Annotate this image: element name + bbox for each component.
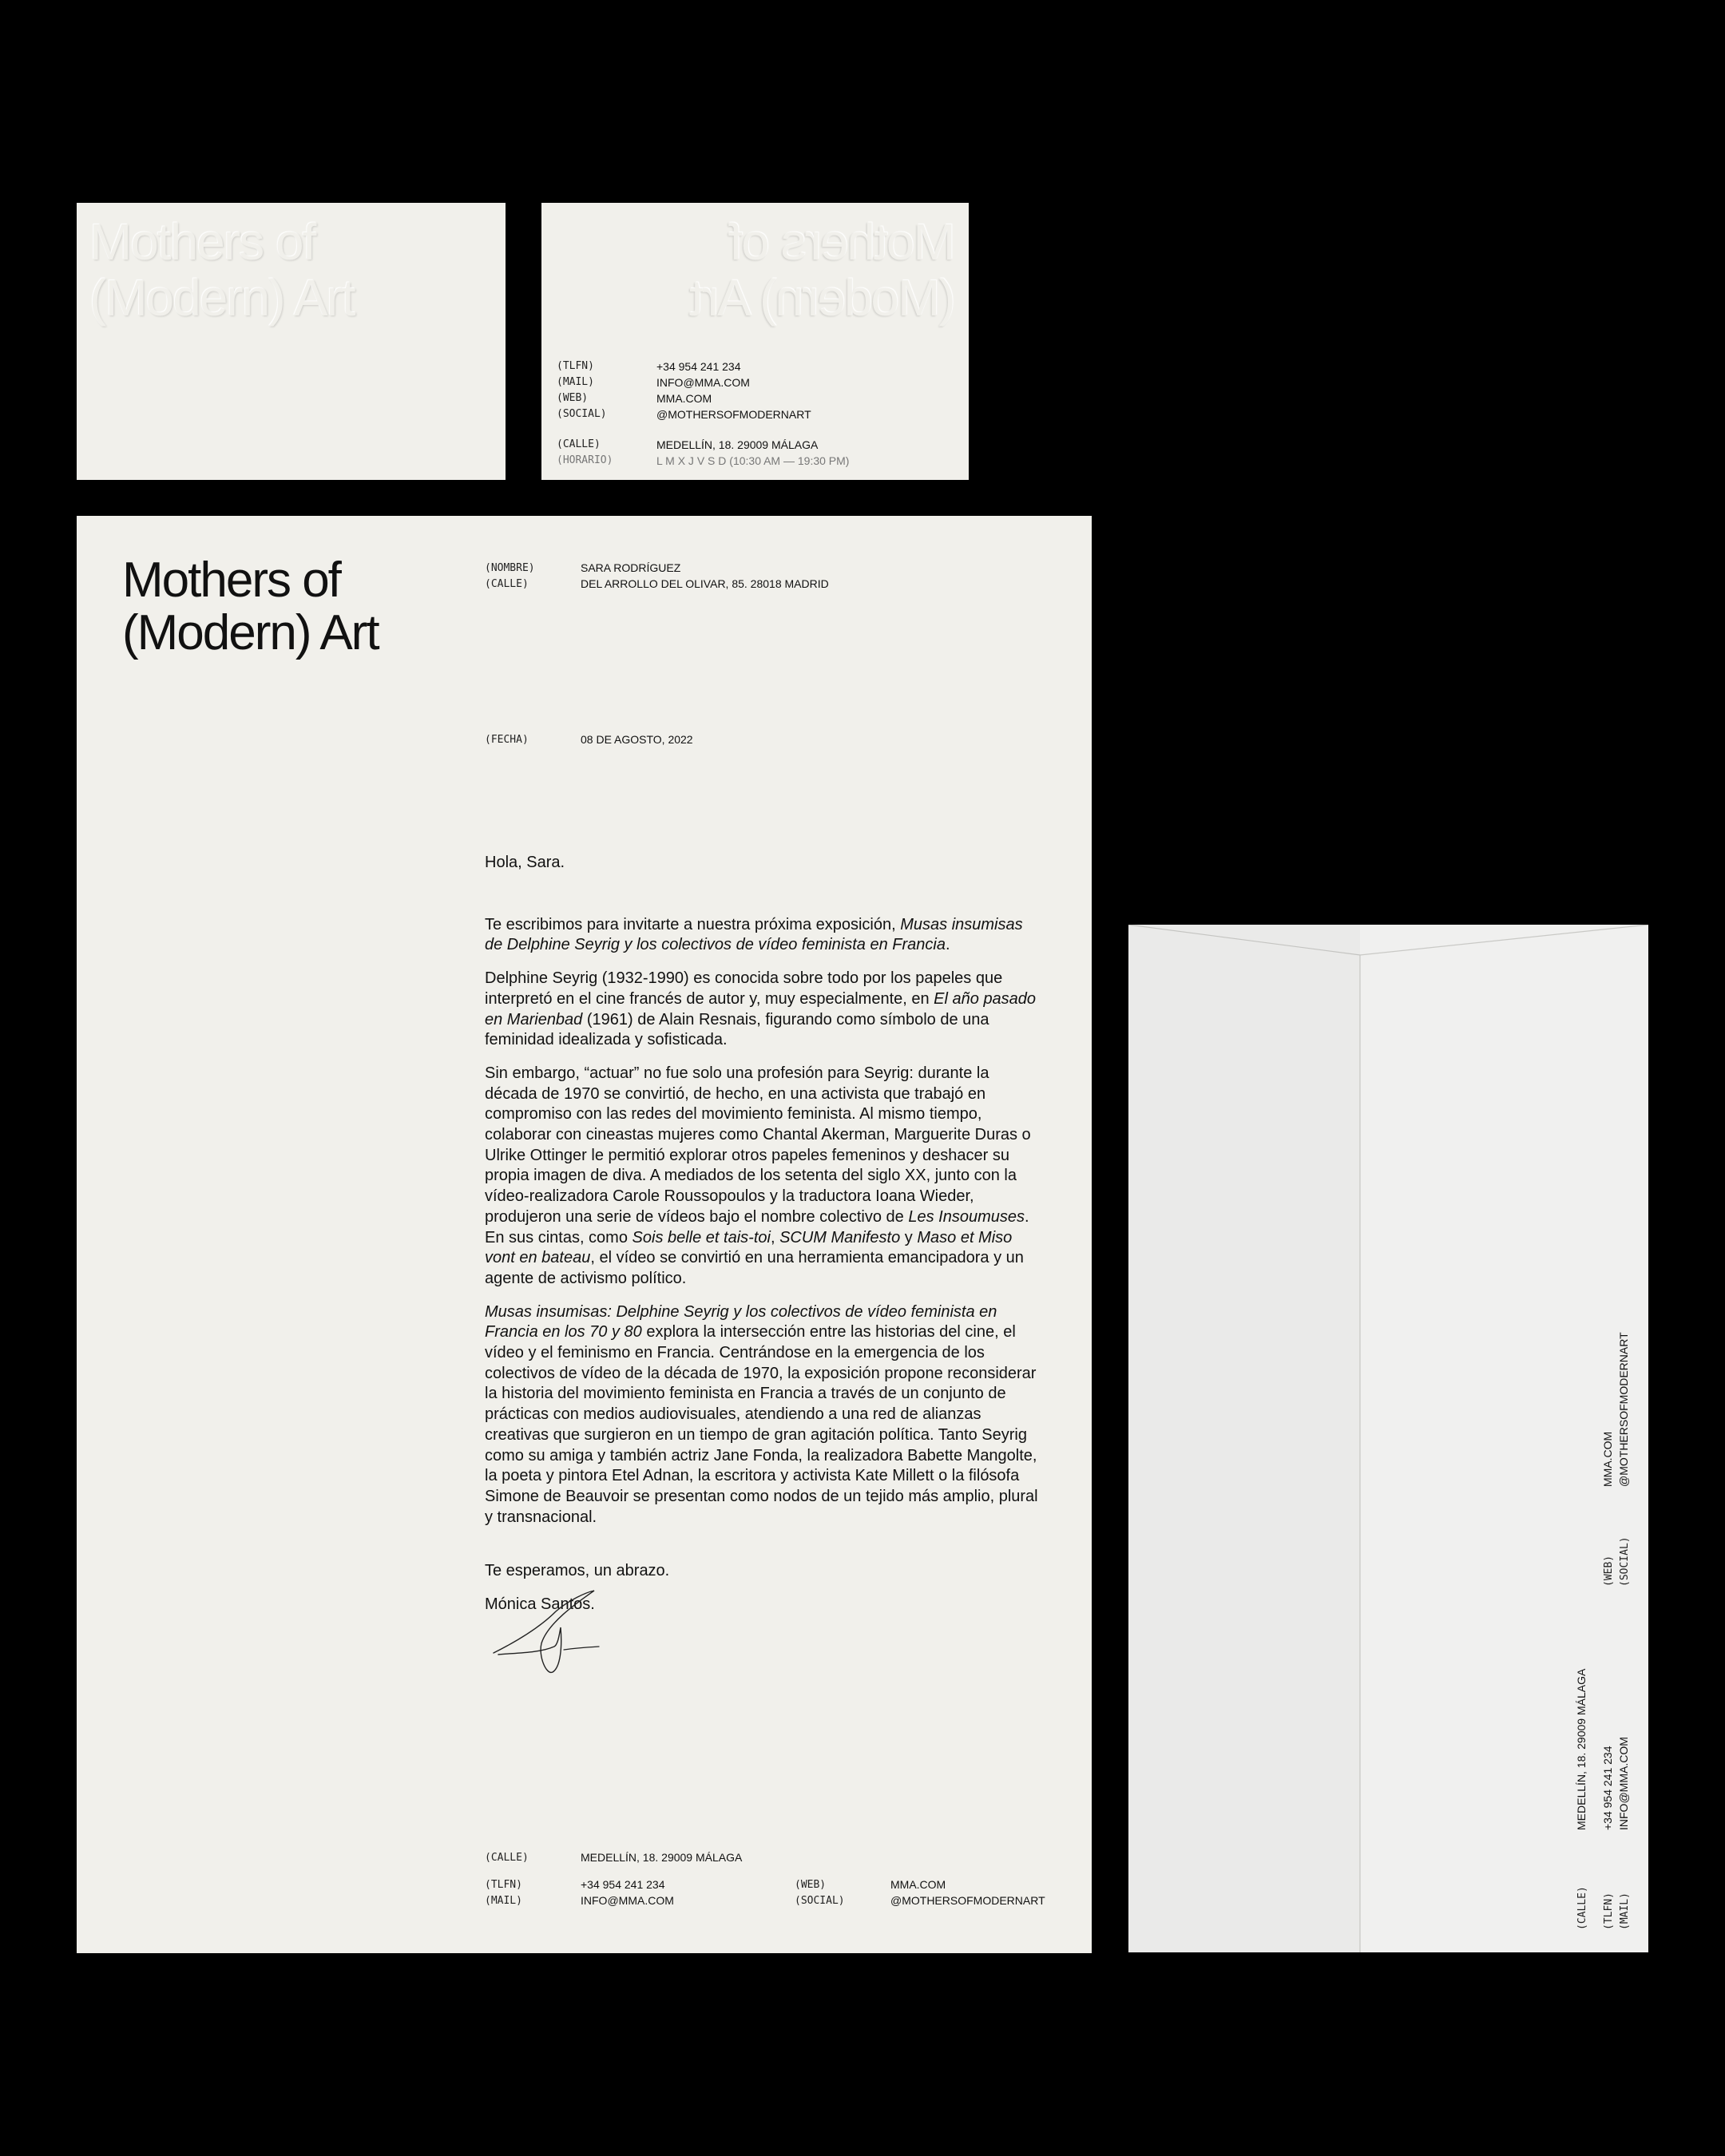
logo-line-1: Mothers of <box>89 213 315 271</box>
recipient-address: DEL ARROLLO DEL OLIVAR, 85. 28018 MADRID <box>581 577 829 590</box>
envelope-address-block <box>1573 1668 1591 1930</box>
envelope-social: @MOTHERSOFMODERNART <box>1617 1332 1630 1487</box>
envelope-web: MMA.COM <box>1601 1431 1614 1487</box>
envelope-mail-label: (MAIL) <box>1619 1892 1631 1930</box>
footer-social-label: (SOCIAL) <box>795 1895 845 1907</box>
letter-logo <box>122 554 379 660</box>
closing: Te esperamos, un abrazo. <box>485 1562 670 1580</box>
paragraph-2: Delphine Seyrig (1932-1990) es conocida sobre todo por los papeles que interpretó en el cine francés de autor y, muy especialmente, en El año pasado en Marienbad (1961) de Alain Resnais, figurando como símbolo de una feminidad idealizada y sofisticada. <box>485 969 1037 1049</box>
footer-web: MMA.COM <box>890 1878 946 1891</box>
logo-line-2: (Modern) Art <box>89 269 355 327</box>
recipient-name: SARA RODRÍGUEZ <box>581 561 681 574</box>
signature-icon <box>492 1589 604 1677</box>
footer-address-label: (CALLE) <box>485 1852 529 1864</box>
envelope-tlfn-label: (TLFN) <box>1603 1892 1615 1930</box>
logo-line-2: (Modern) Art <box>691 269 956 327</box>
footer-mail: INFO@MMA.COM <box>581 1894 674 1907</box>
envelope <box>1128 925 1648 1952</box>
recipient-address-label: (CALLE) <box>485 578 529 590</box>
greeting: Hola, Sara. <box>485 854 565 871</box>
envelope-web-label: (WEB) <box>1603 1555 1615 1587</box>
paragraph-3: Sin embargo, “actuar” no fue solo una profesión para Seyrig: durante la década de 1970 se convirtió, de hecho, en una activista que trabajó en compromiso con las redes del movimiento feminista. Al mismo tiempo, colaborar con cineastas mujeres como Chantal Akerman, Marguerite Duras o Ulrike Ottinger le permitió explorar otros papeles femeninos y deshacer su propia imagen de diva. A mediados de los setenta del siglo XX, junto con la vídeo-realizadora Carole Roussopoulos y la traductora Ioana Wieder, produjeron una serie de vídeos bajo el nombre colectivo de Les Insoumuses. En sus cintas, como Sois belle et tais-toi, SCUM Manifesto y Maso et Miso vont en bateau, el vídeo se convirtió en una herramienta emancipadora y un agente de activismo político. <box>485 1064 1031 1287</box>
recipient-name-label: (NOMBRE) <box>485 562 535 574</box>
envelope-mail: INFO@MMA.COM <box>1617 1737 1630 1830</box>
footer-social: @MOTHERSOFMODERNART <box>890 1894 1045 1907</box>
footer-address: MEDELLÍN, 18. 29009 MÁLAGA <box>581 1851 743 1864</box>
embossed-logo-mirrored <box>691 214 956 326</box>
envelope-online-block <box>1600 1332 1632 1587</box>
envelope-tlfn: +34 954 241 234 <box>1601 1746 1614 1830</box>
envelope-calle-label: (CALLE) <box>1576 1886 1588 1930</box>
letterhead <box>77 516 1092 1953</box>
envelope-contact-block <box>1600 1737 1632 1930</box>
date-label: (FECHA) <box>485 734 529 746</box>
business-card-front <box>77 203 506 480</box>
paragraph-4: Musas insumisas: Delphine Seyrig y los colectivos de vídeo feminista en Francia en los 70 y 80 explora la intersección entre las historias del cine, el vídeo y el feminismo en Francia. Centrándose en la emergencia de los colectivos de vídeo de la década de 1970, la exposición propone reconsiderar la historia del movimiento feminista en Francia a través de un conjunto de prácticas con medios audiovisuales, atendiendo a una red de alianzas creativas que surgieron en un tiempo de gran agitación política. Tanto Seyrig como su amiga y también actriz Jane Fonda, la realizadora Babette Mangolte, la poeta y pintora Etel Adnan, la escritora y activista Kate Millett o la filósofa Simone de Beauvoir se presentan como nodos de un tejido más amplio, plural y transnacional. <box>485 1302 1038 1526</box>
paragraph-1: Te escribimos para invitarte a nuestra próxima exposición, Musas insumisas de Delphine Seyrig y los colectivos de vídeo feminista en Francia. <box>485 915 1023 954</box>
envelope-flap <box>1128 925 1648 1952</box>
footer-tlfn: +34 954 241 234 <box>581 1878 665 1891</box>
date-value: 08 DE AGOSTO, 2022 <box>581 733 693 746</box>
logo-line-1: Mothers of <box>730 213 956 271</box>
footer-mail-label: (MAIL) <box>485 1895 522 1907</box>
envelope-calle: MEDELLÍN, 18. 29009 MÁLAGA <box>1575 1668 1588 1830</box>
signoff: Mónica Santos. <box>485 1595 595 1614</box>
envelope-social-label: (SOCIAL) <box>1619 1536 1631 1587</box>
letter-body <box>485 853 1044 1628</box>
footer-tlfn-label: (TLFN) <box>485 1879 522 1891</box>
logo-line-1: Mothers of <box>122 553 340 608</box>
business-card-back: Mothers of (Modern) Art (TLFN) +34 954 241 234 (MAIL) INFO@MMA.COM (WEB) MMA.COM (SOCIAL) @MOTHERSOFMODERNART (CALLE) MEDELLÍN, 18. 29009 MÁLAGA (HORARIO) L M X J V S D (10:30 AM — 19:30 PM) <box>541 203 969 480</box>
footer-web-label: (WEB) <box>795 1879 827 1891</box>
logo-line-2: (Modern) Art <box>122 605 379 660</box>
embossed-logo <box>89 214 355 326</box>
